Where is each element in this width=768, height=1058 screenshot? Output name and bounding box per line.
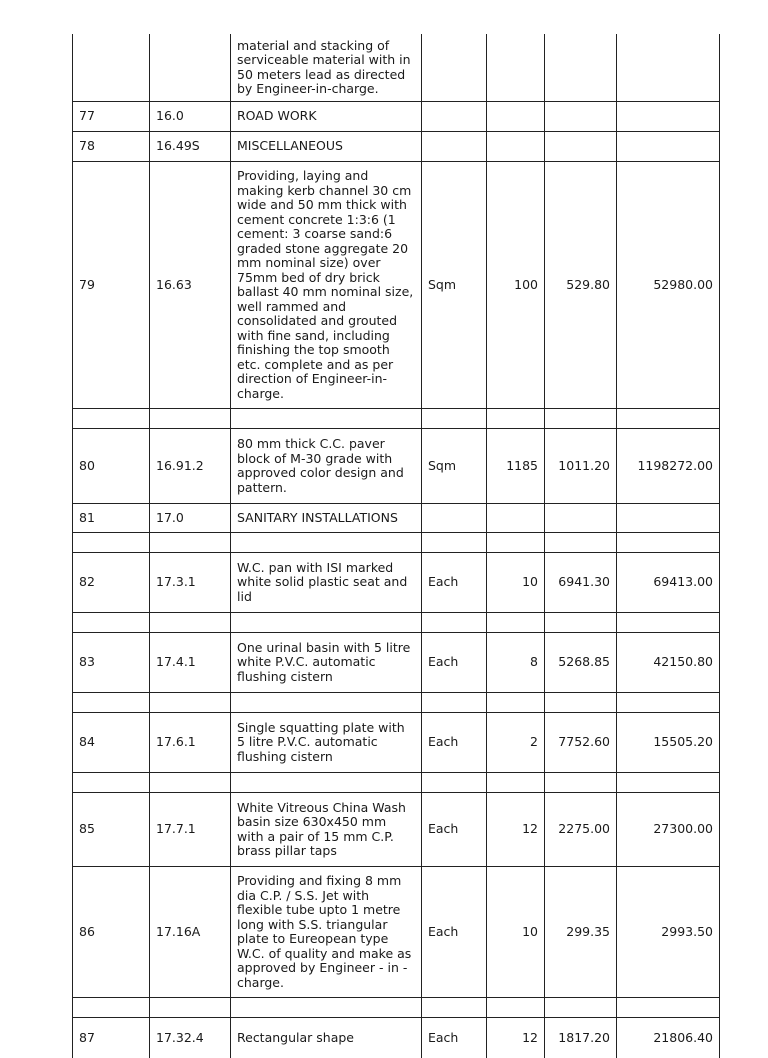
serial-number-cell: 82 xyxy=(73,553,150,613)
table-row xyxy=(73,162,720,409)
quantity-cell: 1185 xyxy=(487,429,545,504)
quantity-cell xyxy=(487,504,545,533)
description-cell xyxy=(231,693,422,713)
serial-number-cell: 81 xyxy=(73,504,150,533)
description-cell: SANITARY INSTALLATIONS xyxy=(231,504,422,533)
serial-number-cell xyxy=(73,34,150,102)
item-code-cell xyxy=(150,693,231,713)
item-code-cell: 17.16A xyxy=(150,867,231,998)
amount-cell xyxy=(617,504,720,533)
item-code-cell: 17.4.1 xyxy=(150,633,231,693)
item-code-cell: 17.32.4 xyxy=(150,1018,231,1058)
serial-number-cell: 80 xyxy=(73,429,150,504)
table-row xyxy=(73,793,720,867)
rate-cell: 7752.60 xyxy=(545,713,617,773)
serial-number-cell xyxy=(73,533,150,553)
quantity-cell xyxy=(487,998,545,1018)
description-cell: W.C. pan with ISI marked white solid plastic seat and lid xyxy=(231,553,422,613)
quantity-cell: 10 xyxy=(487,553,545,613)
description-cell: One urinal basin with 5 litre white P.V.C. automatic flushing cistern xyxy=(231,633,422,693)
serial-number-cell xyxy=(73,613,150,633)
rate-cell: 6941.30 xyxy=(545,553,617,613)
rate-cell xyxy=(545,34,617,102)
rate-cell xyxy=(545,102,617,132)
unit-cell xyxy=(422,998,487,1018)
serial-number-cell xyxy=(73,409,150,429)
unit-cell: Each xyxy=(422,633,487,693)
unit-cell xyxy=(422,613,487,633)
description-cell: MISCELLANEOUS xyxy=(231,132,422,162)
unit-cell: Sqm xyxy=(422,162,487,409)
quantity-cell xyxy=(487,102,545,132)
amount-cell: 21806.40 xyxy=(617,1018,720,1058)
description-cell: Single squatting plate with 5 litre P.V.C. automatic flushing cistern xyxy=(231,713,422,773)
rate-cell: 299.35 xyxy=(545,867,617,998)
rate-cell: 5268.85 xyxy=(545,633,617,693)
quantity-cell: 10 xyxy=(487,867,545,998)
item-code-cell: 17.3.1 xyxy=(150,553,231,613)
serial-number-cell: 87 xyxy=(73,1018,150,1058)
item-code-cell: 16.91.2 xyxy=(150,429,231,504)
unit-cell xyxy=(422,693,487,713)
quantity-cell xyxy=(487,132,545,162)
unit-cell: Each xyxy=(422,1018,487,1058)
table-row xyxy=(73,504,720,533)
rate-cell xyxy=(545,533,617,553)
rate-cell: 1011.20 xyxy=(545,429,617,504)
quantity-cell xyxy=(487,693,545,713)
amount-cell: 69413.00 xyxy=(617,553,720,613)
description-cell: Providing and fixing 8 mm dia C.P. / S.S. Jet with flexible tube upto 1 metre long with S.S. triangular plate to Eureopean type W.C. of quality and make as approved by Engineer - in - charge. xyxy=(231,867,422,998)
amount-cell: 42150.80 xyxy=(617,633,720,693)
description-cell: Providing, laying and making kerb channel 30 cm wide and 50 mm thick with cement concrete 1:3:6 (1 cement: 3 coarse sand:6 graded stone aggregate 20 mm nominal size) over 75mm bed of dry brick ballast 40 mm nominal size, well rammed and consolidated and grouted with fine sand, including finishing the top smooth etc. complete and as per direction of Engineer-in-charge. xyxy=(231,162,422,409)
amount-cell xyxy=(617,773,720,793)
table-row xyxy=(73,553,720,613)
serial-number-cell: 83 xyxy=(73,633,150,693)
amount-cell xyxy=(617,693,720,713)
serial-number-cell: 86 xyxy=(73,867,150,998)
item-code-cell: 16.49S xyxy=(150,132,231,162)
quantity-cell xyxy=(487,409,545,429)
spacer-row xyxy=(73,998,720,1018)
spacer-row xyxy=(73,533,720,553)
serial-number-cell: 84 xyxy=(73,713,150,773)
serial-number-cell: 78 xyxy=(73,132,150,162)
table-row xyxy=(73,713,720,773)
rate-cell xyxy=(545,409,617,429)
quantity-cell: 100 xyxy=(487,162,545,409)
description-cell: 80 mm thick C.C. paver block of M-30 grade with approved color design and pattern. xyxy=(231,429,422,504)
rate-cell xyxy=(545,998,617,1018)
serial-number-cell xyxy=(73,998,150,1018)
description-cell xyxy=(231,533,422,553)
unit-cell xyxy=(422,533,487,553)
amount-cell: 27300.00 xyxy=(617,793,720,867)
amount-cell: 15505.20 xyxy=(617,713,720,773)
rate-cell xyxy=(545,132,617,162)
description-cell: Rectangular shape xyxy=(231,1018,422,1058)
amount-cell xyxy=(617,409,720,429)
table-row xyxy=(73,633,720,693)
item-code-cell: 16.0 xyxy=(150,102,231,132)
table-row xyxy=(73,867,720,998)
description-cell: White Vitreous China Wash basin size 630x450 mm with a pair of 15 mm C.P. brass pillar taps xyxy=(231,793,422,867)
unit-cell xyxy=(422,409,487,429)
table-body xyxy=(73,34,720,1058)
unit-cell: Each xyxy=(422,553,487,613)
amount-cell xyxy=(617,998,720,1018)
description-cell xyxy=(231,773,422,793)
quantity-cell: 2 xyxy=(487,713,545,773)
amount-cell: 2993.50 xyxy=(617,867,720,998)
unit-cell xyxy=(422,504,487,533)
quantity-cell xyxy=(487,613,545,633)
rate-cell: 2275.00 xyxy=(545,793,617,867)
amount-cell xyxy=(617,533,720,553)
quantity-cell xyxy=(487,773,545,793)
spacer-row xyxy=(73,693,720,713)
serial-number-cell xyxy=(73,773,150,793)
amount-cell xyxy=(617,613,720,633)
item-code-cell xyxy=(150,998,231,1018)
quantity-cell: 8 xyxy=(487,633,545,693)
quantity-cell xyxy=(487,34,545,102)
amount-cell xyxy=(617,102,720,132)
unit-cell: Each xyxy=(422,793,487,867)
rate-cell xyxy=(545,693,617,713)
item-code-cell: 17.7.1 xyxy=(150,793,231,867)
description-cell: ROAD WORK xyxy=(231,102,422,132)
spacer-row xyxy=(73,613,720,633)
item-code-cell: 17.0 xyxy=(150,504,231,533)
rate-cell: 529.80 xyxy=(545,162,617,409)
description-cell: material and stacking of serviceable material with in 50 meters lead as directed by Engineer-in-charge. xyxy=(231,34,422,102)
rate-cell xyxy=(545,613,617,633)
item-code-cell xyxy=(150,613,231,633)
table-row xyxy=(73,132,720,162)
unit-cell: Each xyxy=(422,867,487,998)
description-cell xyxy=(231,998,422,1018)
amount-cell: 1198272.00 xyxy=(617,429,720,504)
bill-of-quantities-table xyxy=(72,34,720,1058)
item-code-cell xyxy=(150,34,231,102)
unit-cell xyxy=(422,102,487,132)
unit-cell xyxy=(422,34,487,102)
item-code-cell: 17.6.1 xyxy=(150,713,231,773)
amount-cell: 52980.00 xyxy=(617,162,720,409)
quantity-cell: 12 xyxy=(487,793,545,867)
unit-cell: Sqm xyxy=(422,429,487,504)
unit-cell xyxy=(422,132,487,162)
amount-cell xyxy=(617,132,720,162)
quantity-cell xyxy=(487,533,545,553)
item-code-cell xyxy=(150,533,231,553)
rate-cell xyxy=(545,773,617,793)
description-cell xyxy=(231,409,422,429)
serial-number-cell: 79 xyxy=(73,162,150,409)
spacer-row xyxy=(73,409,720,429)
unit-cell: Each xyxy=(422,713,487,773)
table-row xyxy=(73,102,720,132)
item-code-cell: 16.63 xyxy=(150,162,231,409)
rate-cell: 1817.20 xyxy=(545,1018,617,1058)
quantity-cell: 12 xyxy=(487,1018,545,1058)
rate-cell xyxy=(545,504,617,533)
description-cell xyxy=(231,613,422,633)
table-row xyxy=(73,34,720,102)
amount-cell xyxy=(617,34,720,102)
serial-number-cell: 77 xyxy=(73,102,150,132)
table-row xyxy=(73,429,720,504)
serial-number-cell: 85 xyxy=(73,793,150,867)
item-code-cell xyxy=(150,773,231,793)
serial-number-cell xyxy=(73,693,150,713)
spacer-row xyxy=(73,773,720,793)
unit-cell xyxy=(422,773,487,793)
item-code-cell xyxy=(150,409,231,429)
